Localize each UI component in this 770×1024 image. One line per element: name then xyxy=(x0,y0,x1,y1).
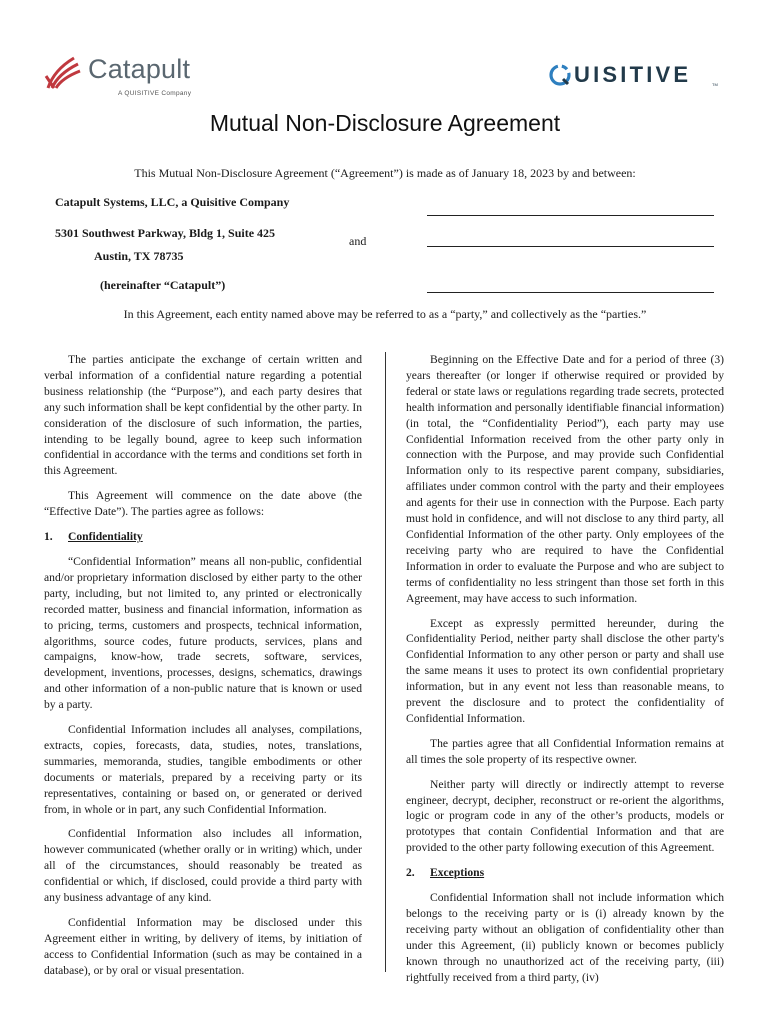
counterparty-address-line[interactable] xyxy=(427,246,714,247)
catapult-logo-name: Catapult xyxy=(88,54,191,84)
quisitive-ring-icon xyxy=(548,63,572,87)
section-heading-exceptions xyxy=(406,865,724,881)
document-title: Mutual Non-Disclosure Agreement xyxy=(209,110,561,136)
exceptions-paragraph: Confidential Information shall not include information which belongs to the receiving party or is (i) already known by the receiving party without an obligation of confidentiality other than under this Agreement, (ii) publicly known or becomes publicly known through no unauthorized act of the receiving party, (iii) rightfully received from a third party, (iv) xyxy=(406,891,724,984)
counterparty-name-line[interactable] xyxy=(427,215,714,216)
parties-definition: In this Agreement, each entity named above may be referred to as a “party,” and collectively as the “parties.” xyxy=(123,307,647,321)
column-divider xyxy=(385,352,386,972)
quisitive-logo-text: UISITIVE xyxy=(574,62,692,87)
reverse-engineering-paragraph: Neither party will directly or indirectly attempt to reverse engineer, decrypt, decipher, reconstruct or re-orient the algorithms, logic or program code in any of the other’s products, models or prototypes that contain Confidential Information and that are provided to the other party following execution of this Agreement. xyxy=(406,777,724,855)
recital-paragraph: The parties anticipate the exchange of certain written and verbal information of a confidential nature regarding a potential business relationship (the “Purpose”), and each party desires that any such information shall be kept confidential by the other party. In consideration of the disclosure of such information, the parties, intending to be legally bound, agree to keep such information confidential in accordance with the terms and conditions set forth in this Agreement. xyxy=(44,353,362,478)
section-title: Exceptions xyxy=(430,866,485,880)
and-connector: and xyxy=(349,234,367,248)
quisitive-logo xyxy=(548,62,728,92)
party-alias: (hereinafter “Catapult”) xyxy=(100,278,226,292)
party-name: Catapult Systems, LLC, a Quisitive Company xyxy=(55,195,290,209)
left-column xyxy=(44,352,362,988)
effective-date-paragraph: This Agreement will commence on the date above (the “Effective Date”). The parties agree as follows: xyxy=(44,489,362,519)
includes-paragraph: Confidential Information includes all analyses, compilations, extracts, copies, forecasts, data, studies, notes, translations, summaries, memoranda, studies, tangible embodiments or other documents or materials, prepared by a receiving party or its representatives, containing or based on, or generated or derived from, in whole or in part, any such Confidential Information. xyxy=(44,723,362,816)
catapult-logo xyxy=(44,50,204,102)
section-heading-confidentiality xyxy=(44,529,362,545)
confidentiality-period-paragraph: Beginning on the Effective Date and for a period of three (3) years thereafter (or longer if otherwise required or provided by federal or state laws or regulations regarding trade secrets, protected health information and personally identifiable financial information) (in total, the “Confidentiality Period”), each party may use Confidential Information received from the other party only in connection with the Purpose, and may provide such Confidential Information only to its respective parent company, subsidiaries, affiliates under common control with the party and their employees and agents for their use in connection with the Purpose. Each party must hold in confidence, and will not disclose to any third party, all Confidential Information of the other party. Only employees of the receiving party who are required to have the Confidential Information in order to evaluate the Purpose and who are subject to terms of confidentiality no less stringent than those set forth in this Agreement, may have access to such information. xyxy=(406,353,724,605)
section-number: 1. xyxy=(44,530,53,544)
definition-paragraph: “Confidential Information” means all non-public, confidential and/or proprietary information disclosed by either party to the other party, including, but not limited to, any printed or electronically recorded matter, business and financial information, information as to pricing, terms, customers and prospects, technical information, algorithms, source codes, future products, services, plans and campaigns, know-how, trade secrets, software, services, development, inventions, processes, designs, schematics, drawings and other information of a non-public nature that is known or used by a party. xyxy=(44,554,362,712)
party-address-line2: Austin, TX 78735 xyxy=(94,249,184,263)
non-disclosure-paragraph: Except as expressly permitted hereunder, during the Confidentiality Period, neither party shall disclose the other party's Confidential Information to any other person or party and shall use the same means it uses to protect its own confidential proprietary information, but in any event not less than reasonable means, to prevent the disclosure and to protect the confidentiality of Confidential Information. xyxy=(406,616,724,725)
counterparty-alias-line[interactable] xyxy=(427,292,714,293)
party-address-line1: 5301 Southwest Parkway, Bldg 1, Suite 425 xyxy=(55,226,276,240)
catapult-mark-icon xyxy=(44,54,84,90)
catapult-logo-tagline: A QUISITIVE Company xyxy=(118,90,192,97)
section-number: 2. xyxy=(406,866,415,880)
agreement-intro: This Mutual Non-Disclosure Agreement (“Agreement”) is made as of January 18, 2023 by and between: xyxy=(134,166,636,180)
right-column xyxy=(406,352,724,995)
ownership-paragraph: The parties agree that all Confidential Information remains at all times the sole property of its respective owner. xyxy=(406,736,724,766)
quisitive-trademark: TM xyxy=(712,82,718,87)
disclosure-methods-paragraph: Confidential Information may be disclosed under this Agreement either in writing, by delivery of items, by initiation of access to Confidential Information (such as may be contained in a database), or by oral or visual presentation. xyxy=(44,916,362,977)
section-title: Confidentiality xyxy=(68,530,143,544)
also-includes-paragraph: Confidential Information also includes all information, however communicated (whether orally or in writing) which, under all of the circumstances, should reasonably be treated as confidential or which, if disclosed, could provide a third party with any business advantage of any kind. xyxy=(44,827,362,905)
